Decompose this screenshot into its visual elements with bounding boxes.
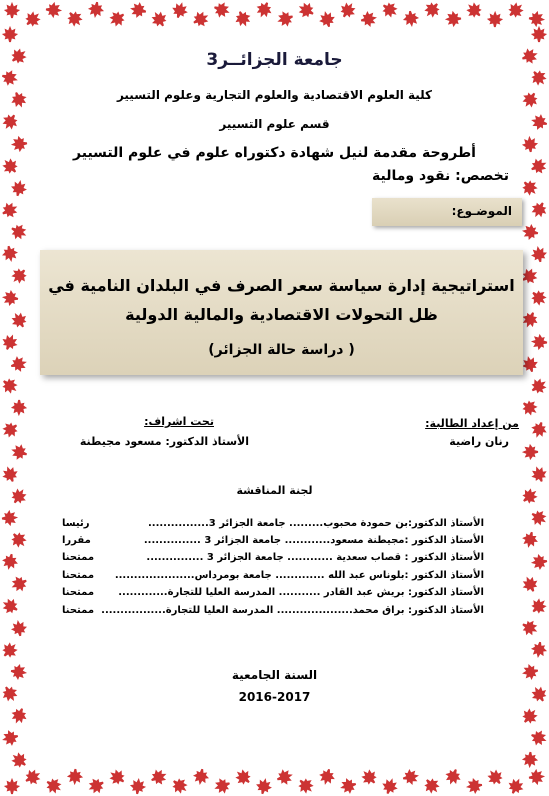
- academic-year-label: السنة الجامعية: [231, 668, 318, 682]
- supervisor-name: الأستاذ الدكتور: مسعود مجيطنة: [79, 435, 249, 448]
- committee-role: ممتحنا: [62, 570, 95, 581]
- thesis-title-line-2: ظل التحولات الاقتصادية والمالية الدولية: [125, 305, 438, 324]
- student-name: رنان راضية: [449, 435, 509, 448]
- subject-label: الموضـوع:: [451, 204, 512, 218]
- thesis-title-box: [40, 250, 523, 375]
- thesis-case-study: ( دراسة حالة الجزائر): [208, 342, 355, 358]
- committee-role: مقررا: [62, 535, 91, 546]
- committee-member: الأستاذ الدكتور: براق محمد.................... المدرسة العليا للتجارة.................: [101, 605, 484, 616]
- committee-member: الأستاذ الدكتور :مجيطنة مسعود............ جامعة الجزائر 3 ...............: [143, 535, 484, 546]
- committee-role: ممتحنا: [62, 552, 95, 563]
- supervision-label: تحت اشراف:: [144, 415, 214, 428]
- committee-member: الأستاذ الدكتور: بريش عبد القادر ........... المدرسة العليا للتجارة.............: [118, 587, 484, 598]
- committee-member: الأستاذ الدكتور:بن حمودة محبوب......... جامعة الجزائر 3................: [147, 518, 484, 529]
- committee-role: ممتحنا: [62, 587, 95, 598]
- specialty: تخصص: نقود ومالية: [372, 168, 509, 184]
- committee-role: ممتحنا: [62, 605, 95, 616]
- university-name: جامعة الجزائــر3: [206, 50, 343, 70]
- committee-member: الأستاذ الدكتور :بلوناس عبد الله ............. جامعة بومرداس.....................: [114, 570, 484, 581]
- committee-role: رئيسا: [62, 518, 90, 529]
- thesis-type: أطروحة مقدمة لنيل شهادة دكتوراه علوم في علوم التسيير: [73, 145, 476, 161]
- prepared-by-label: من إعداد الطالبة:: [425, 417, 519, 430]
- committee-member: الأستاذ الدكتور : قصاب سعدية ............ جامعة الجزائر 3 ...............: [146, 552, 484, 563]
- subject-box: [372, 198, 522, 226]
- faculty-name: كلية العلوم الاقتصادية والعلوم التجارية وعلوم التسيير: [116, 88, 433, 102]
- academic-year-value: 2016-2017: [238, 690, 311, 704]
- committee-title: لجنة المناقشة: [236, 484, 313, 497]
- thesis-title-line-1: استراتيجية إدارة سياسة سعر الصرف في البلدان النامية في: [48, 276, 515, 295]
- department-name: قسم علوم التسيير: [219, 117, 330, 131]
